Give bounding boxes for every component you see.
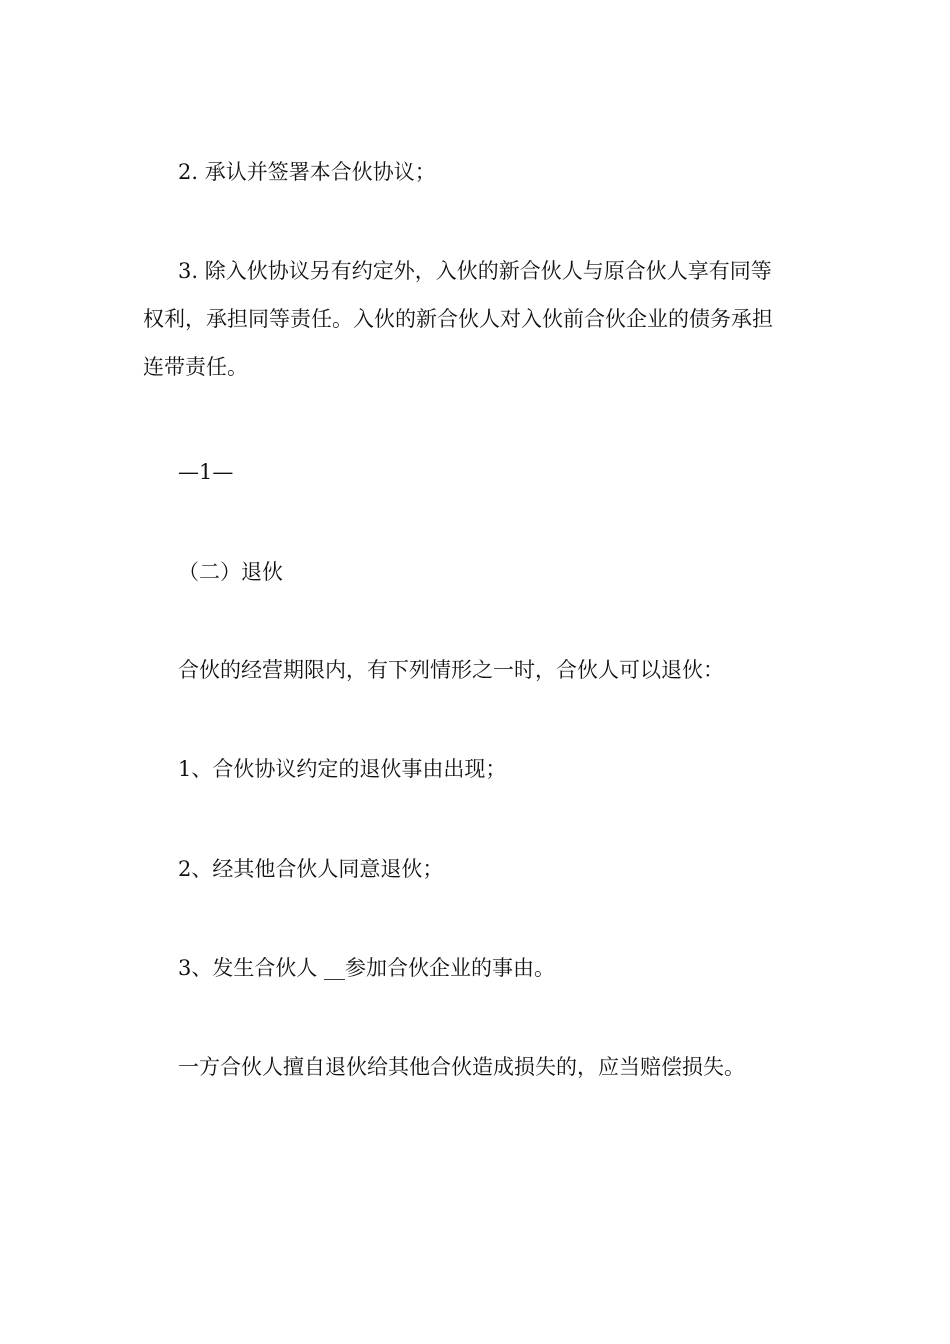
clause-item-3-line-3: 连带责任。 [143, 355, 248, 379]
clause-item-3-line-1: 3. 除入伙协议另有约定外，入伙的新合伙人与原合伙人享有同等 [178, 259, 772, 283]
condition-item-1: 1、合伙协议约定的退伙事由出现； [178, 757, 507, 781]
clause-item-3-line-2: 权利，承担同等责任。入伙的新合伙人对入伙前合伙企业的债务承担 [143, 307, 773, 331]
condition-item-3: 3、发生合伙人 __参加合伙企业的事由。 [178, 956, 556, 980]
page-number: —1— [178, 460, 234, 484]
section-heading: （二）退伙 [178, 560, 283, 584]
condition-item-2: 2、经其他合伙人同意退伙； [178, 857, 444, 881]
section-intro: 合伙的经营期限内，有下列情形之一时，合伙人可以退伙： [178, 658, 724, 682]
clause-item-2: 2. 承认并签署本合伙协议； [178, 160, 436, 184]
closing-paragraph: 一方合伙人擅自退伙给其他合伙造成损失的，应当赔偿损失。 [178, 1055, 745, 1079]
